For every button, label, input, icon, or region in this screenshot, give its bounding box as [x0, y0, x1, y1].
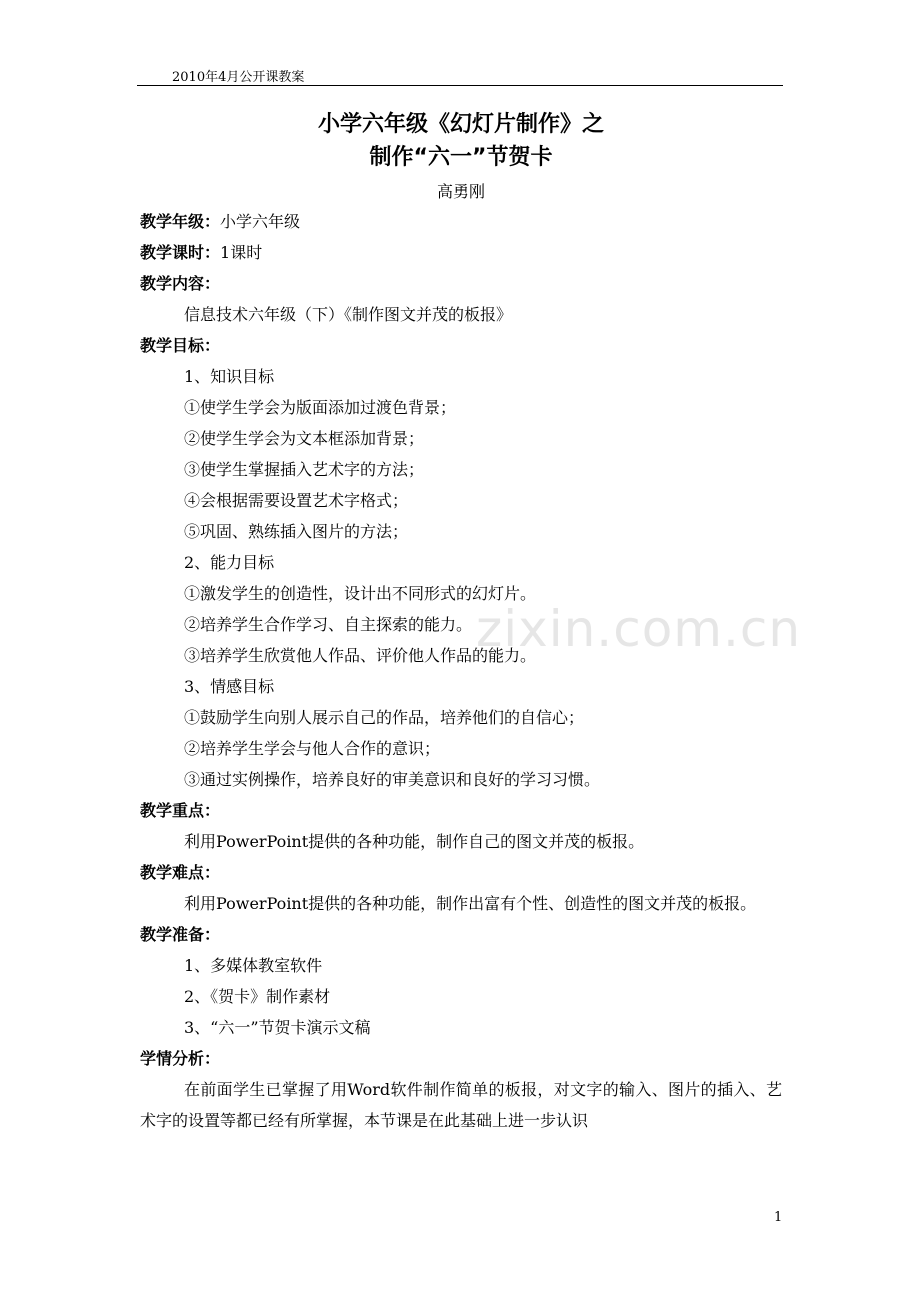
key-point-label: 教学重点：	[140, 801, 221, 820]
analysis-label: 学情分析：	[140, 1049, 221, 1068]
author: 高勇刚	[436, 182, 485, 201]
knowledge-goal-heading: 1、知识目标	[184, 367, 275, 386]
hours-label: 教学课时：	[140, 243, 221, 262]
content-text: 信息技术六年级（下）《制作图文并茂的板报》	[184, 305, 513, 324]
title-line-2: 制作“六一”节贺卡	[369, 145, 553, 170]
title-line-1: 小学六年级《幻灯片制作》之	[317, 112, 604, 137]
ability-goal-item: ②培养学生合作学习、自主探索的能力。	[184, 615, 473, 634]
preparation-row	[140, 919, 782, 950]
goals-label: 教学目标：	[140, 336, 221, 355]
header-rule	[137, 85, 783, 86]
emotion-goal-heading: 3、情感目标	[184, 677, 275, 696]
ability-goal-item: ①激发学生的创造性，设计出不同形式的幻灯片。	[184, 584, 537, 603]
ability-goal-item: ③培养学生欣赏他人作品、评价他人作品的能力。	[184, 646, 537, 665]
grade-row	[140, 206, 782, 237]
page-number: 1	[774, 1210, 783, 1225]
emotion-goal-item: ②培养学生学会与他人合作的意识；	[184, 739, 441, 758]
key-point-text: 利用PowerPoint提供的各种功能，制作自己的图文并茂的板报。	[184, 832, 645, 851]
grade-value: 小学六年级	[220, 212, 301, 231]
difficulty-row	[140, 857, 782, 888]
analysis-row	[140, 1043, 782, 1074]
emotion-goal-item: ③通过实例操作，培养良好的审美意识和良好的学习习惯。	[184, 770, 601, 789]
key-point-row	[140, 795, 782, 826]
goals-row	[140, 330, 782, 361]
preparation-label: 教学准备：	[140, 925, 221, 944]
emotion-goal-item: ①鼓励学生向别人展示自己的作品，培养他们的自信心；	[184, 708, 585, 727]
content-label: 教学内容：	[140, 274, 221, 293]
difficulty-text: 利用PowerPoint提供的各种功能，制作出富有个性、创造性的图文并茂的板报。	[184, 894, 757, 913]
knowledge-goal-item: ①使学生学会为版面添加过渡色背景；	[184, 398, 457, 417]
hours-value: 1课时	[220, 243, 263, 262]
grade-label: 教学年级：	[140, 212, 221, 231]
preparation-item: 2、《贺卡》制作素材	[184, 987, 331, 1006]
analysis-text: 在前面学生已掌握了用Word软件制作简单的板报，对文字的输入、图片的插入、艺术字的设置等都已经有所掌握，本节课是在此基础上进一步认识	[140, 1080, 782, 1130]
page-header-text: 2010年4月公开课教案	[172, 70, 305, 85]
watermark: zixin.com.cn	[476, 600, 802, 658]
knowledge-goal-item: ②使学生学会为文本框添加背景；	[184, 429, 425, 448]
knowledge-goal-item: ④会根据需要设置艺术字格式；	[184, 491, 409, 510]
preparation-item: 1、多媒体教室软件	[184, 956, 323, 975]
hours-row	[140, 237, 782, 268]
ability-goal-heading: 2、能力目标	[184, 553, 275, 572]
preparation-item: 3、“六一”节贺卡演示文稿	[184, 1018, 371, 1037]
knowledge-goal-item: ③使学生掌握插入艺术字的方法；	[184, 460, 425, 479]
knowledge-goal-item: ⑤巩固、熟练插入图片的方法；	[184, 522, 409, 541]
document-body	[140, 108, 782, 1136]
content-row	[140, 268, 782, 299]
difficulty-label: 教学难点：	[140, 863, 221, 882]
